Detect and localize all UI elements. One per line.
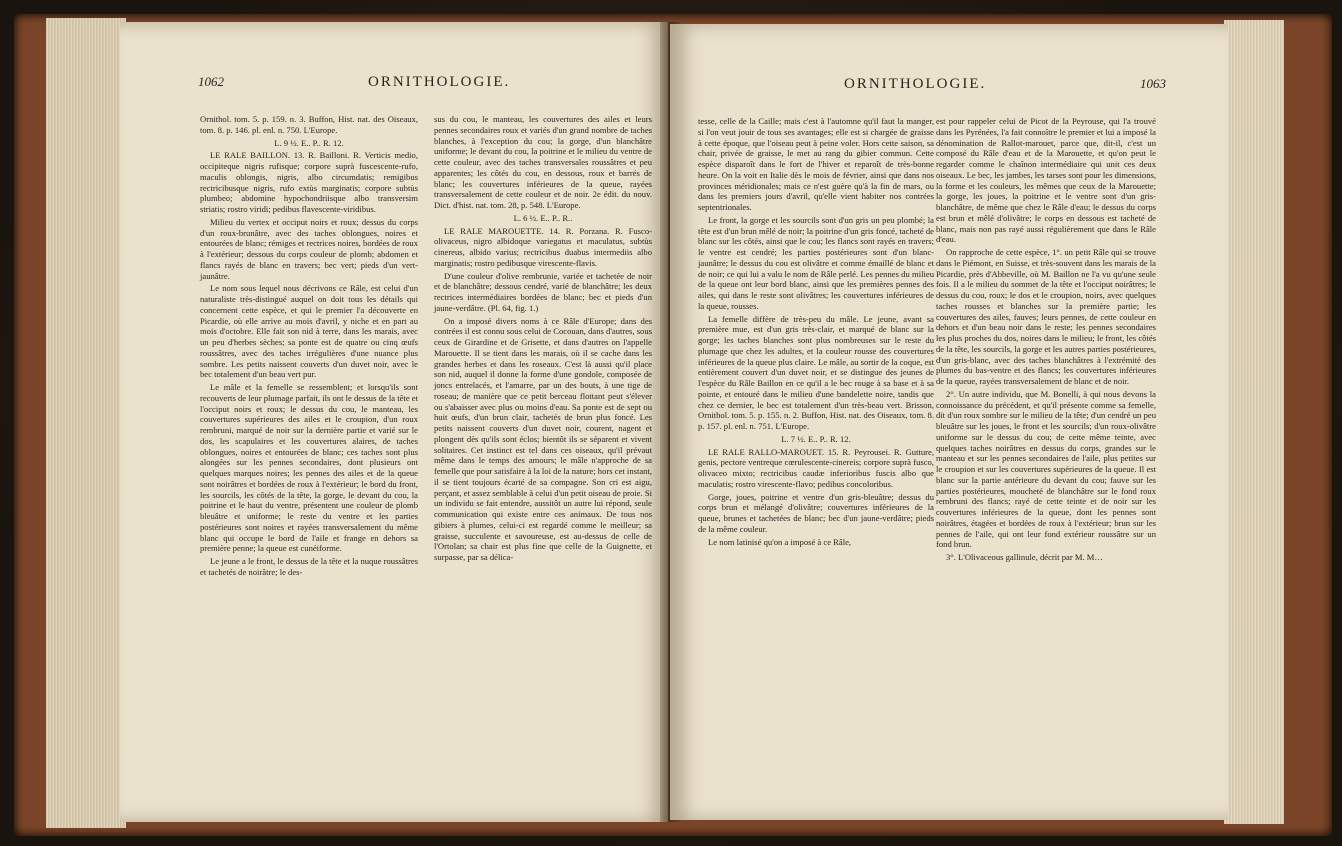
right-column-1 (698, 116, 934, 549)
right-running-head: ORNITHOLOGIE. (844, 76, 987, 92)
paragraph: 2°. Un autre individu, que M. Bonelli, à qui nous devons la connoissance du précédent, et qu'il présente comme sa femelle, dit d'un roux sombre sur le milieu de la tête; d'un cendré un peu bleuâtre sur les joues, le front et les sourcils; d'un roux-olivâtre uniforme sur le dessus du cou; de cette même teinte, avec quelques taches noirâtres en dessus du corps, grandes sur le manteau et sur les pennes secondaires de l'aile, plus petites sur le croupion et sur les couvertures supérieures de la queue. Il est blanc sur la partie antérieure du devant du cou; fauve sur les parties postérieures, moucheté de blanchâtre sur le fond roux rembruni des flancs; rayé de cette teinte et de noir sur les couvertures inférieures de la queue, dont les pennes sont noirâtres, étagées et bordées de roux à l'extérieur; brun sur les pennes de l'aile, qui ont leur fond extérieur roussâtre sur un fond brun. (936, 388, 1156, 550)
species-entry: LE RALE BAILLON. 13. R. Bailloni. R. Verticis medio, occipiteque nigris rufisque; corpore suprà fuscescente-rufo, maculis oblongis, nigris, albo circumdatis; remigibus rectricibusque nigris, rufo extùs marginatis; corpore subtùs plumbeo; abdomine hypochondriisque albo transversim striatis; rostro viridi; pedibus flavescente-viridibus. (200, 150, 418, 214)
left-page-edges (46, 18, 126, 828)
paragraph: On rapproche de cette espèce, 1°. un petit Râle qui se trouve dans le Piémont, en Suisse, et très-souvent dans les marais de la Picardie, près d'Abbeville, où M. Baillon ne l'a vu qu'une seule fois. Il a le milieu du sommet de la tête et l'occiput noirâtres; le dessus du cou, roux; le dos et le croupion, noirs, avec quelques taches rousses et blanches sur la première partie; les couvertures des ailes, fauves; leurs pennes, de cette couleur en dehors et d'un beau noir dans le reste; les pennes secondaires les plus proches du dos, noires dans le milieu; le front, les côtés de la tête, les sourcils, la gorge et les autres parties postérieures, d'un gris-blanc, avec des taches blanchâtres à l'extrémité des plumes du bas-ventre et des flancs; les couvertures inférieures de la queue, rayées transversalement de blanc et de noir. (936, 247, 1156, 386)
measurements-line: L. 7 ½. E.. P.. R. 12. (781, 433, 851, 444)
left-running-head: ORNITHOLOGIE. (368, 74, 511, 90)
paragraph: est pour rappeler celui de Picot de la Peyrouse, qui l'a trouvé dans les Pyrénées, l'a fait connoître le premier et lui a imposé la dénomination de Rallot-marouet, parce que, dit-il, c'est un composé du Râle d'eau et de la Marouette, et qu'on peut le regarder comme le chaînon intermédiaire qui unit ces deux oiseaux. Le bec, les jambes, les tarses sont pour les dimensions, la forme et les couleurs, les mêmes que ceux de la Marouette; la gorge, les joues, la poitrine et le ventre sont d'un gris-blanchâtre, de même que chez le Râle d'eau; le dessus du corps est brun et mêlé d'olivâtre; le corps en dessous est tacheté de blanc, mais non pas rayé aussi régulièrement que dans le Râle d'eau. (936, 116, 1156, 245)
right-column-2 (936, 116, 1156, 565)
paragraph: La femelle diffère de très-peu du mâle. Le jeune, avant sa première mue, est d'un gris très-clair, et marqué de blanc sur la gorge; les taches blanches sont plus nombreuses sur le reste du plumage que chez les adultes, et la couleur rousse des couvertures inférieures de la queue plus claire. Le mâle, au sortir de la coque, est entièrement couvert d'un duvet noir, et se distingue des jeunes de l'espèce du Râle Baillon en ce qu'il a le bec rouge à sa base et à sa pointe, et entouré dans le milieu d'une bandelette noire, tandis que chez ce dernier, le bec est totalement d'un très-beau vert. Brisson, Ornithol. tom. 5. p. 155. n. 2. Buffon, Hist. nat. des Oiseaux, tom. 8. p. 157. pl. enl. n. 751. L'Europe. (698, 313, 934, 431)
left-page-number: 1062 (198, 74, 224, 89)
species-entry: LE RALE RALLO-MAROUET. 15. R. Peyrousei. R. Gutture, genis, pectore ventreque cœrulescente-cinereis; corpore suprà fusco, olivaceo mixto; rectricibus caudæ inferioribus fuscis albo que maculatis; rostro virescente-flavo; pedibus concoloribus. (698, 446, 934, 489)
paragraph: Le mâle et la femelle se ressemblent; et lorsqu'ils sont recouverts de leur plumage parfait, ils ont le dessus de la tête et l'occiput noirs et roux; le dessus du cou, le manteau, les couvertures supérieures des ailes et le croupion, d'un roux rembruni, marqué de noir sur la dernière partie et varié sur le dos, les scapulaires et les couvertures alaires, de taches oblongues, noires et entourées de blanc; ces taches sont plus alongées sur les pennes secondaires, dont plusieurs ont quelques marques noires; les pennes des ailes et de la queue sont noirâtres et bordées de roux à l'extérieur; le bord du front, les sourcils, les côtés de la tête, la gorge, le devant du cou, la poitrine et le haut du ventre, présentent une couleur de plomb bleuâtre et uniforme; le reste du ventre et les parties postérieures sont noires et rayées transversalement du même blanc qui occupe le bord de l'aile et frange en dehors sa première penne; la queue est cunéiforme. (200, 382, 418, 554)
left-column-1 (200, 114, 418, 580)
right-page-edges (1224, 20, 1284, 824)
species-entry: LE RALE MAROUETTE. 14. R. Porzana. R. Fusco-olivaceus, nigro albidoque variegatus et maculatus, subtùs cinereus, albido varius; rectricibus duabus intermediis albo marginatis; rostro pedibusque virescente-flavis. (434, 225, 652, 268)
paragraph: On a imposé divers noms à ce Râle d'Europe; dans des contrées il est connu sous celui de Cocouan, dans d'autres, sous ceux de Girardine et de Grisette, et dans d'autres on l'appelle Marouette. Il se tient dans les marais, où il se cache dans les grandes herbes et dans les roseaux. C'est là aussi qu'il place son nid, auquel il donne la forme d'une gondole, composée de joncs entrelacés, et l'amarre, par un des bouts, à une tige de roseau; de manière que ce petit berceau flottant peut s'élever ou s'abaisser avec plus ou moins d'eau. Sa ponte est de sept ou huit œufs, d'un brun clair, tachetés de brun plus foncé. Les petits naissent couverts d'un duvet noir, courent, nagent et plongent dès qu'ils sont éclos; bientôt ils se séparent et vivent solitaires. Cet instinct est tel dans ces oiseaux, qu'il prévaut même dans le temps des amours; le mâle n'approche de sa femelle que pour satisfaire à la loi de la nature; hors cet instant, il se tient toujours écarté de sa compagne. Son cri est aigu, perçant, et assez semblable à celui d'un petit oiseau de proie. Si un individu se fait entendre, aussitôt un autre lui répond, seule communication qui existe entre ces animaux. De tous nos gibiers à plumes, celui-ci est regardé comme le meilleur; sa graisse, succulente et savoureuse, est au-dessus de celle de l'Ortolan; sa chair est plus fine que celle de la Guignette, et surpasse, par sa délica- (434, 315, 652, 562)
paragraph: Gorge, joues, poitrine et ventre d'un gris-bleuâtre; dessus du corps brun et mélangé d'olivâtre; couvertures inférieures de la queue, brunes et tachetées de blanc; bec d'un jaune-verdâtre; pieds de la même couleur. (698, 491, 934, 534)
left-page (120, 22, 668, 822)
right-page (670, 24, 1228, 820)
left-column-2 (434, 114, 652, 565)
paragraph: Le front, la gorge et les sourcils sont d'un gris un peu plombé; la tête est d'un brun mêlé de noir; la poitrine d'un gris foncé, tacheté de blanc sur les côtés, ainsi que le cou; les flancs sont rayés en travers; le ventre est cendré; les parties postérieures sont d'un blanc-jaunâtre; le dessus du cou est olivâtre et comme émaillé de blanc et de noir; ce qui lui a valu le nom de Râle perlé. Les pennes du milieu de la queue ont leur bord blanc, ainsi que les premières pennes des ailes, qui dans le reste sont olivâtres; les couvertures inférieures de la queue, rousses. (698, 214, 934, 311)
paragraph: Le jeune a le front, le dessus de la tête et la nuque roussâtres et tachetés de noirâtre; le des- (200, 556, 418, 577)
paragraph: Le nom sous lequel nous décrivons ce Râle, est celui d'un naturaliste très-distingué auquel on doit tous les détails qui concernent cette espèce, et qui le premier l'a découverte en Picardie, où elle arrive au mois d'avril, y niche et en part au mois d'octobre. Elle fait son nid à terre, dans les marais, avec un peu d'herbes sèches; sa ponte est de quatre ou cinq œufs roussâtres, avec des taches irrégulières d'une nuance plus sombre. Les petits naissent couverts d'un duvet noir, avec le bec totalement d'un beau vert pur. (200, 283, 418, 380)
paragraph: D'une couleur d'olive rembrunie, variée et tachetée de noir et de blanchâtre; dessous cendré, varié de blanchâtre; les deux rectrices intermédiaires bordées de blanc; bec et pieds d'un jaune-verdâtre. (Pl. 64, fig. 1.) (434, 270, 652, 313)
paragraph: Milieu du vertex et occiput noirs et roux; dessus du corps d'un roux-brunâtre, avec des taches oblongues, noires et entourées de blanc; rémiges et rectrices noires, bordées de roux à l'extérieur; dessous du corps couleur de plomb; abdomen et flancs rayés de blanc en travers; bec vert; pieds d'un vert-jaunâtre. (200, 216, 418, 281)
measurements-line: L. 6 ½. E.. P.. R.. (513, 212, 573, 223)
paragraph: 3°. L'Olivaceous gallinule, décrit par M. M… (946, 552, 1104, 562)
measurements-line: L. 9 ½. E.. P.. R. 12. (274, 137, 344, 148)
right-page-number: 1063 (1140, 76, 1166, 91)
paragraph: Le nom latinisé qu'on a imposé à ce Râle, (708, 536, 852, 547)
paragraph: Ornithol. tom. 5. p. 159. n. 3. Buffon, Hist. nat. des Oiseaux, tom. 8. p. 146. pl. enl. n. 750. L'Europe. (200, 114, 418, 135)
paragraph: tesse, celle de la Caille; mais c'est à l'automne qu'il faut la manger, si l'on veut jouir de tous ses avantages; elle est si chargée de graisse à cette époque, que l'oiseau peut à peine voler. Hors cette saison, sa chair, privée de graisse, le met au rang du gibier commun. Cette espèce disparoît dans le fort de l'hiver et reparoît de très-bonne heure. On la voit en Italie dès le mois de février, ainsi que dans nos provinces méridionales; mais ce n'est guère qu'à la fin de mars, ou dans les premiers jours d'avril, qu'elle vient habiter nos contrées septentrionales. (698, 116, 934, 212)
paragraph: sus du cou, le manteau, les couvertures des ailes et leurs pennes secondaires roux et variés d'un grand nombre de taches blanches, à l'exception du cou; la gorge, d'un blanchâtre uniforme; le devant du cou, la poitrine et le milieu du ventre de cette couleur, avec des taches transversales roussâtres et peu apparentes; les côtés du cou, en dessous, roux et barrés de blanc; les couvertures inférieures de la queue, rayées transversalement de cette couleur et de noir. 2e édit. du nouv. Dict. d'hist. nat. tom. 28, p. 548. L'Europe. (434, 114, 652, 210)
